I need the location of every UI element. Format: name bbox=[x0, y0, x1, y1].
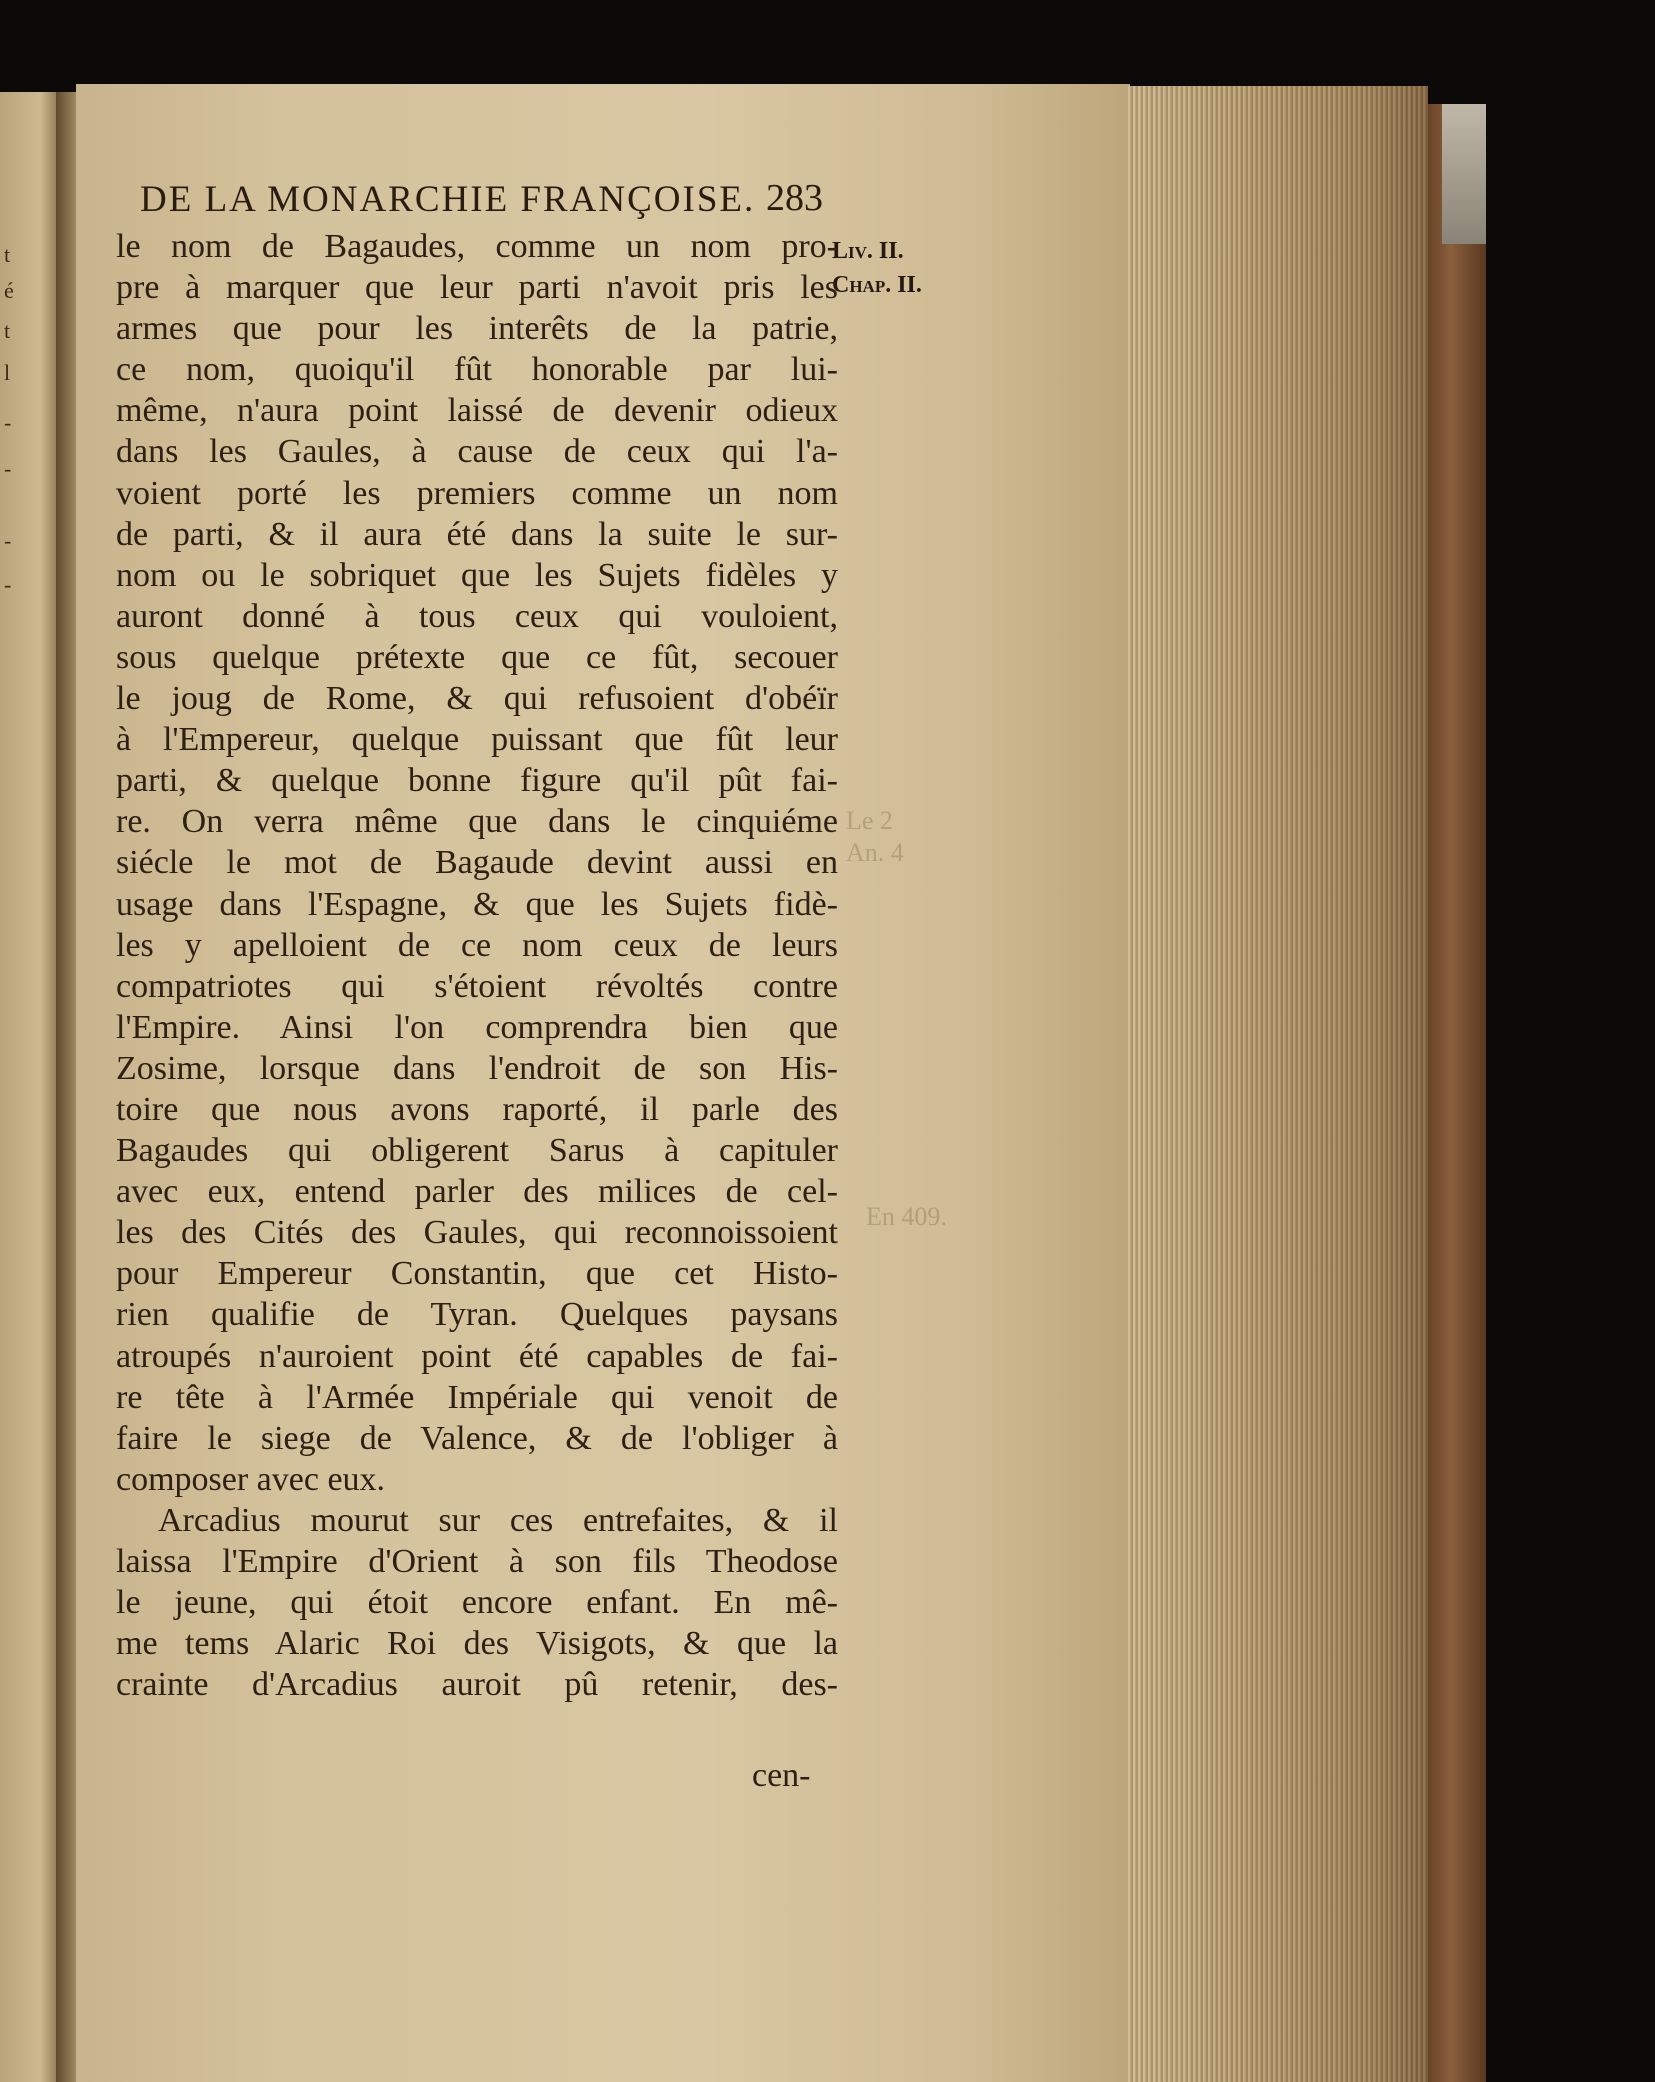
text-line: atroupés n'auroient point été capables de fai- bbox=[116, 1337, 838, 1375]
text-line: à l'Empereur, quelque puissant que fût leur bbox=[116, 721, 838, 759]
text-line: toire que nous avons raporté, il parle des bbox=[116, 1090, 838, 1128]
text-line: nom ou le sobriquet que les Sujets fidèles y bbox=[116, 556, 838, 594]
left-page-text: - bbox=[4, 528, 12, 553]
text-line: re tête à l'Armée Impériale qui venoit de bbox=[116, 1378, 838, 1416]
running-head-prefix: DE LA bbox=[140, 179, 256, 220]
text-line: auront donné à tous ceux qui vouloient, bbox=[116, 597, 838, 635]
left-page-text: t bbox=[4, 318, 11, 343]
text-line: le jeune, qui étoit encore enfant. En mê- bbox=[116, 1584, 838, 1622]
text-line: dans les Gaules, à cause de ceux qui l'a- bbox=[116, 433, 838, 471]
text-line: re. On verra même que dans le cinquiéme bbox=[116, 803, 838, 841]
text-line: Zosime, lorsque dans l'endroit de son His- bbox=[116, 1049, 838, 1087]
text-line: les des Cités des Gaules, qui reconnoissoient bbox=[116, 1214, 838, 1252]
text-line: parti, & quelque bonne figure qu'il pût fai- bbox=[116, 762, 838, 800]
show-through-mark: An. 4 bbox=[846, 838, 904, 867]
text-line: pre à marquer que leur parti n'avoit pris les bbox=[116, 269, 838, 307]
spine-headcap bbox=[1442, 104, 1486, 244]
text-line: sous quelque prétexte que ce fût, secouer bbox=[116, 638, 838, 676]
book-spine bbox=[1428, 104, 1486, 2082]
text-line: le nom de Bagaudes, comme un nom pro- bbox=[116, 228, 838, 265]
text-line: avec eux, entend parler des milices de cel- bbox=[116, 1173, 838, 1211]
left-page-fragment bbox=[0, 92, 58, 2082]
text-line: me tems Alaric Roi des Visigots, & que la bbox=[116, 1625, 838, 1663]
page-number: 283 bbox=[766, 177, 823, 219]
text-line: crainte d'Arcadius auroit pû retenir, des- bbox=[116, 1666, 838, 1704]
text-line: compatriotes qui s'étoient révoltés contre bbox=[116, 967, 838, 1005]
text-line: Arcadius mourut sur ces entrefaites, & il bbox=[158, 1501, 838, 1539]
catchword: cen- bbox=[752, 1757, 811, 1794]
text-line: de parti, & il aura été dans la suite le sur- bbox=[116, 515, 838, 553]
body-text bbox=[116, 226, 838, 1705]
book-gutter bbox=[56, 92, 78, 2082]
text-line: l'Empire. Ainsi l'on comprendra bien que bbox=[116, 1008, 838, 1046]
left-page-text: t bbox=[4, 242, 11, 267]
text-line: pour Empereur Constantin, que cet Histo- bbox=[116, 1255, 838, 1293]
text-line: même, n'aura point laissé de devenir odieux bbox=[116, 392, 838, 430]
marginal-note bbox=[832, 234, 922, 302]
text-line: siécle le mot de Bagaude devint aussi en bbox=[116, 844, 838, 882]
show-through-mark: En 409. bbox=[866, 1202, 947, 1231]
left-page-text: l bbox=[4, 360, 11, 385]
show-through-mark: Le 2 bbox=[846, 806, 893, 835]
marginal-note-book: Liv. II. bbox=[832, 238, 904, 264]
text-line: Bagaudes qui obligerent Sarus à capituler bbox=[116, 1132, 838, 1170]
page-block-edges bbox=[1128, 86, 1428, 2082]
left-page-text: - bbox=[4, 572, 12, 597]
running-head-title: MONARCHIE FRANÇOISE. bbox=[267, 179, 756, 220]
left-page-text: - bbox=[4, 456, 12, 481]
text-line: ce nom, quoiqu'il fût honorable par lui- bbox=[116, 351, 838, 389]
text-line: usage dans l'Espagne, & que les Sujets fidè- bbox=[116, 885, 838, 923]
text-line: armes que pour les interêts de la patrie, bbox=[116, 310, 838, 348]
left-page-text: - bbox=[4, 410, 12, 435]
text-line: rien qualifie de Tyran. Quelques paysans bbox=[116, 1296, 838, 1334]
text-line: composer avec eux. bbox=[116, 1460, 386, 1498]
left-page-text: é bbox=[4, 278, 14, 303]
marginal-note-chapter: Chap. II. bbox=[832, 272, 922, 298]
text-line: voient porté les premiers comme un nom bbox=[116, 474, 838, 512]
text-line: les y apelloient de ce nom ceux de leurs bbox=[116, 926, 838, 964]
text-line: le joug de Rome, & qui refusoient d'obéïr bbox=[116, 680, 838, 718]
text-line: faire le siege de Valence, & de l'obliger à bbox=[116, 1419, 838, 1457]
text-line: laissa l'Empire d'Orient à son fils Theodose bbox=[116, 1543, 838, 1580]
running-head bbox=[140, 178, 840, 221]
